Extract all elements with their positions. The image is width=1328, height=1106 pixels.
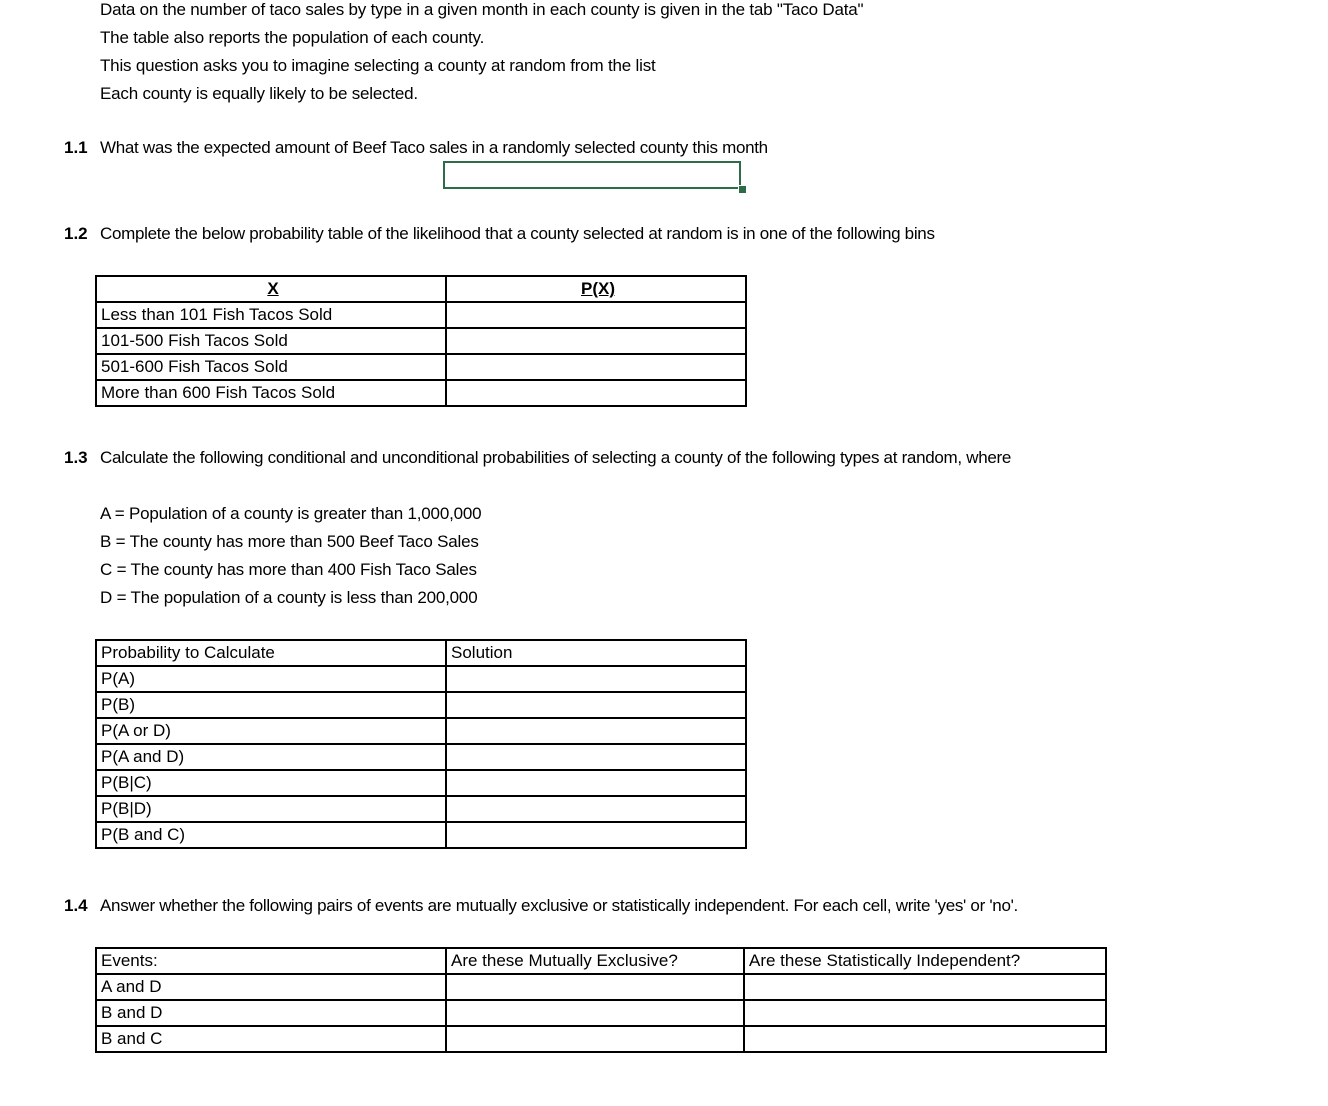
header-events[interactable]: Events:	[96, 948, 446, 974]
question-1-1-text: What was the expected amount of Beef Taco sales in a randomly selected county this month	[100, 138, 768, 157]
header-mutually-exclusive[interactable]: Are these Mutually Exclusive?	[446, 948, 744, 974]
probability-label-cell[interactable]: P(A)	[96, 666, 446, 692]
table-row	[96, 328, 746, 354]
question-1-3-number: 1.3	[64, 448, 88, 467]
solution-cell[interactable]	[446, 666, 746, 692]
solution-cell[interactable]	[446, 718, 746, 744]
header-x[interactable]: X	[96, 276, 446, 302]
events-table	[95, 947, 1107, 1053]
answer-cell-1-1[interactable]	[443, 161, 741, 189]
table-row	[96, 692, 746, 718]
probability-label-cell[interactable]: P(B)	[96, 692, 446, 718]
solution-cell[interactable]	[446, 796, 746, 822]
header-px[interactable]: P(X)	[446, 276, 746, 302]
question-1-4-number: 1.4	[64, 896, 88, 915]
mutually-exclusive-cell[interactable]	[446, 1000, 744, 1026]
solution-cell[interactable]	[446, 744, 746, 770]
solution-cell[interactable]	[446, 822, 746, 848]
independent-cell[interactable]	[744, 1000, 1106, 1026]
conditional-probability-table	[95, 639, 747, 849]
bin-label-cell[interactable]: 101-500 Fish Tacos Sold	[96, 328, 446, 354]
fill-handle[interactable]	[738, 185, 747, 194]
probability-label-cell[interactable]: P(B and C)	[96, 822, 446, 848]
table-row	[96, 796, 746, 822]
mutually-exclusive-cell[interactable]	[446, 1026, 744, 1052]
mutually-exclusive-cell[interactable]	[446, 974, 744, 1000]
definition-b: B = The county has more than 500 Beef Taco Sales	[100, 532, 479, 551]
independent-cell[interactable]	[744, 1026, 1106, 1052]
px-answer-cell[interactable]	[446, 380, 746, 406]
question-1-3-text: Calculate the following conditional and unconditional probabilities of selecting a county of the following types at random, where	[100, 448, 1012, 467]
definition-c: C = The county has more than 400 Fish Taco Sales	[100, 560, 477, 579]
table-row	[96, 380, 746, 406]
independent-cell[interactable]	[744, 974, 1106, 1000]
question-1-1-number: 1.1	[64, 138, 88, 157]
probability-label-cell[interactable]: P(B|C)	[96, 770, 446, 796]
header-solution[interactable]: Solution	[446, 640, 746, 666]
table-row	[96, 1000, 1106, 1026]
question-1-4-text: Answer whether the following pairs of events are mutually exclusive or statistically independent. For each cell, write 'yes' or 'no'.	[100, 896, 1018, 915]
probability-table	[95, 275, 747, 407]
question-1-2-text: Complete the below probability table of the likelihood that a county selected at random is in one of the following bins	[100, 224, 935, 243]
probability-label-cell[interactable]: P(A or D)	[96, 718, 446, 744]
event-pair-cell[interactable]: A and D	[96, 974, 446, 1000]
event-pair-cell[interactable]: B and C	[96, 1026, 446, 1052]
bin-label-cell[interactable]: 501-600 Fish Tacos Sold	[96, 354, 446, 380]
table-header-row	[96, 948, 1106, 974]
table-row	[96, 666, 746, 692]
intro-line-3: This question asks you to imagine selecting a county at random from the list	[100, 56, 656, 75]
table-row	[96, 1026, 1106, 1052]
table-row	[96, 744, 746, 770]
table-row	[96, 974, 1106, 1000]
px-answer-cell[interactable]	[446, 354, 746, 380]
solution-cell[interactable]	[446, 770, 746, 796]
question-1-2-number: 1.2	[64, 224, 88, 243]
header-statistically-independent[interactable]: Are these Statistically Independent?	[744, 948, 1106, 974]
bin-label-cell[interactable]: Less than 101 Fish Tacos Sold	[96, 302, 446, 328]
px-answer-cell[interactable]	[446, 302, 746, 328]
px-answer-cell[interactable]	[446, 328, 746, 354]
table-row	[96, 302, 746, 328]
definition-a: A = Population of a county is greater than 1,000,000	[100, 504, 482, 523]
definition-d: D = The population of a county is less than 200,000	[100, 588, 478, 607]
bin-label-cell[interactable]: More than 600 Fish Tacos Sold	[96, 380, 446, 406]
table-row	[96, 770, 746, 796]
table-row	[96, 354, 746, 380]
event-pair-cell[interactable]: B and D	[96, 1000, 446, 1026]
table-row	[96, 718, 746, 744]
probability-label-cell[interactable]: P(A and D)	[96, 744, 446, 770]
table-row	[96, 822, 746, 848]
intro-line-4: Each county is equally likely to be selected.	[100, 84, 418, 103]
solution-cell[interactable]	[446, 692, 746, 718]
intro-line-1: Data on the number of taco sales by type in a given month in each county is given in the tab "Taco Data"	[100, 0, 864, 19]
table-header-row	[96, 640, 746, 666]
table-header-row	[96, 276, 746, 302]
probability-label-cell[interactable]: P(B|D)	[96, 796, 446, 822]
intro-line-2: The table also reports the population of each county.	[100, 28, 485, 47]
header-probability[interactable]: Probability to Calculate	[96, 640, 446, 666]
